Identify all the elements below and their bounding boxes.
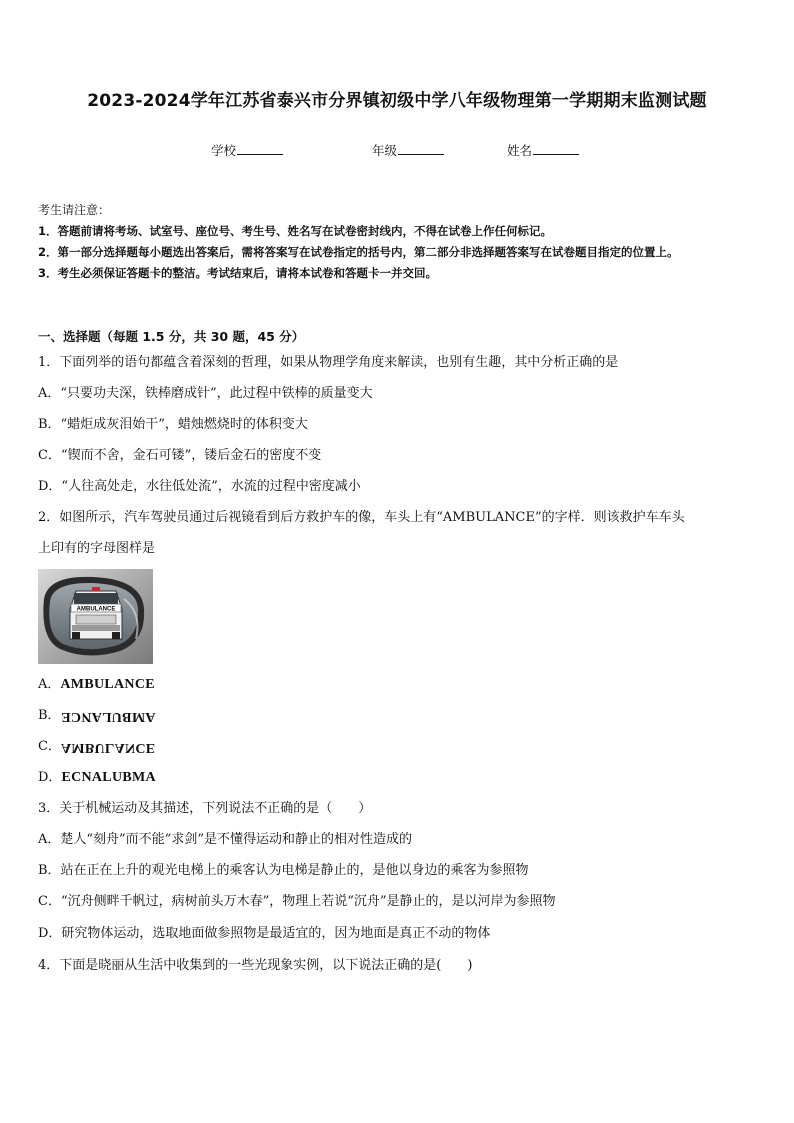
q1-option-c: C．“锲而不舍，金石可镂”，镂后金石的密度不变 [38, 448, 322, 463]
q2-option-d [38, 768, 758, 788]
q1-option-a: A．“只要功夫深，铁棒磨成针”，此过程中铁棒的质量变大 [38, 386, 373, 401]
notice-item-1: 1．答题前请将考场、试室号、座位号、考生号、姓名写在试卷密封线内，不得在试卷上作任何标记。 [38, 224, 552, 238]
exam-title: 2023-2024学年江苏省泰兴市分界镇初级中学八年级物理第一学期期末监测试题 [87, 91, 707, 111]
section-heading: 一、选择题（每题 1.5 分，共 30 题，45 分） [38, 329, 305, 344]
q2-stem-line1: 2．如图所示，汽车驾驶员通过后视镜看到后方救护车的像，车头上有“AMBULANCE”的字样．则该救护车车头 [38, 510, 685, 525]
q2-stem-line2: 上印有的字母图样是 [38, 541, 156, 556]
school-blank[interactable] [237, 140, 283, 155]
q3-stem: 3．关于机械运动及其描述，下列说法不正确的是（ ） [38, 801, 372, 816]
q2-option-d-letter: D． [38, 770, 62, 785]
q4-stem: 4．下面是晓丽从生活中收集到的一些光现象实例，以下说法正确的是( ) [38, 958, 473, 973]
q2-option-a-letter: A． [38, 677, 61, 692]
q2-option-c [38, 737, 758, 757]
notice-item-3: 3．考生必须保证答题卡的整洁。考试结束后，请将本试卷和答题卡一并交回。 [38, 266, 437, 280]
school-label: 学校 [211, 143, 237, 158]
name-label: 姓名 [507, 143, 533, 158]
q2-option-c-letter: C． [38, 739, 61, 754]
q1-option-d: D．“人往高处走，水往低处流”，水流的过程中密度减小 [38, 479, 361, 494]
q1-stem: 1．下面列举的语句都蕴含着深刻的哲理，如果从物理学角度来解读，也别有生趣，其中分析正确的是 [38, 355, 619, 370]
q2-option-a [38, 675, 758, 695]
q3-option-d: D．研究物体运动，选取地面做参照物是最适宜的，因为地面是真正不动的物体 [38, 926, 491, 941]
grade-field[interactable] [372, 140, 444, 159]
grade-blank[interactable] [398, 140, 444, 155]
q2-option-b-word: AMBULANCE [60, 709, 156, 724]
name-field[interactable] [507, 140, 579, 159]
mirror-ambulance-text: AMBULANCE [76, 606, 116, 613]
notice-block [38, 200, 758, 284]
name-blank[interactable] [533, 140, 579, 155]
q3-option-c: C．“沉舟侧畔千帆过，病树前头万木春”，物理上若说“沉舟”是静止的，是以河岸为参照物 [38, 894, 556, 909]
q2-option-b-letter: B． [38, 708, 61, 723]
grade-label: 年级 [372, 143, 398, 158]
q2-option-a-word: AMBULANCE [60, 677, 155, 692]
q2-option-d-word: ECNALUBMA [61, 770, 156, 785]
q3-option-a: A．楚人“刻舟”而不能“求剑”是不懂得运动和静止的相对性造成的 [38, 832, 412, 847]
student-info-row [0, 140, 794, 160]
notice-item-2: 2．第一部分选择题每小题选出答案后，需将答案写在试卷指定的括号内，第二部分非选择题答案写在试卷题目指定的位置上。 [38, 245, 679, 259]
rear-view-mirror-image [38, 569, 153, 664]
q2-option-b [38, 706, 758, 726]
q1-option-b: B．“蜡炬成灰泪始干”，蜡烛燃烧时的体积变大 [38, 417, 308, 432]
q2-option-c-word: AMBULANCE [60, 740, 156, 755]
notice-heading: 考生请注意： [38, 203, 111, 217]
school-field[interactable] [211, 140, 283, 159]
q3-option-b: B．站在正在上升的观光电梯上的乘客认为电梯是静止的，是他以身边的乘客为参照物 [38, 863, 529, 878]
